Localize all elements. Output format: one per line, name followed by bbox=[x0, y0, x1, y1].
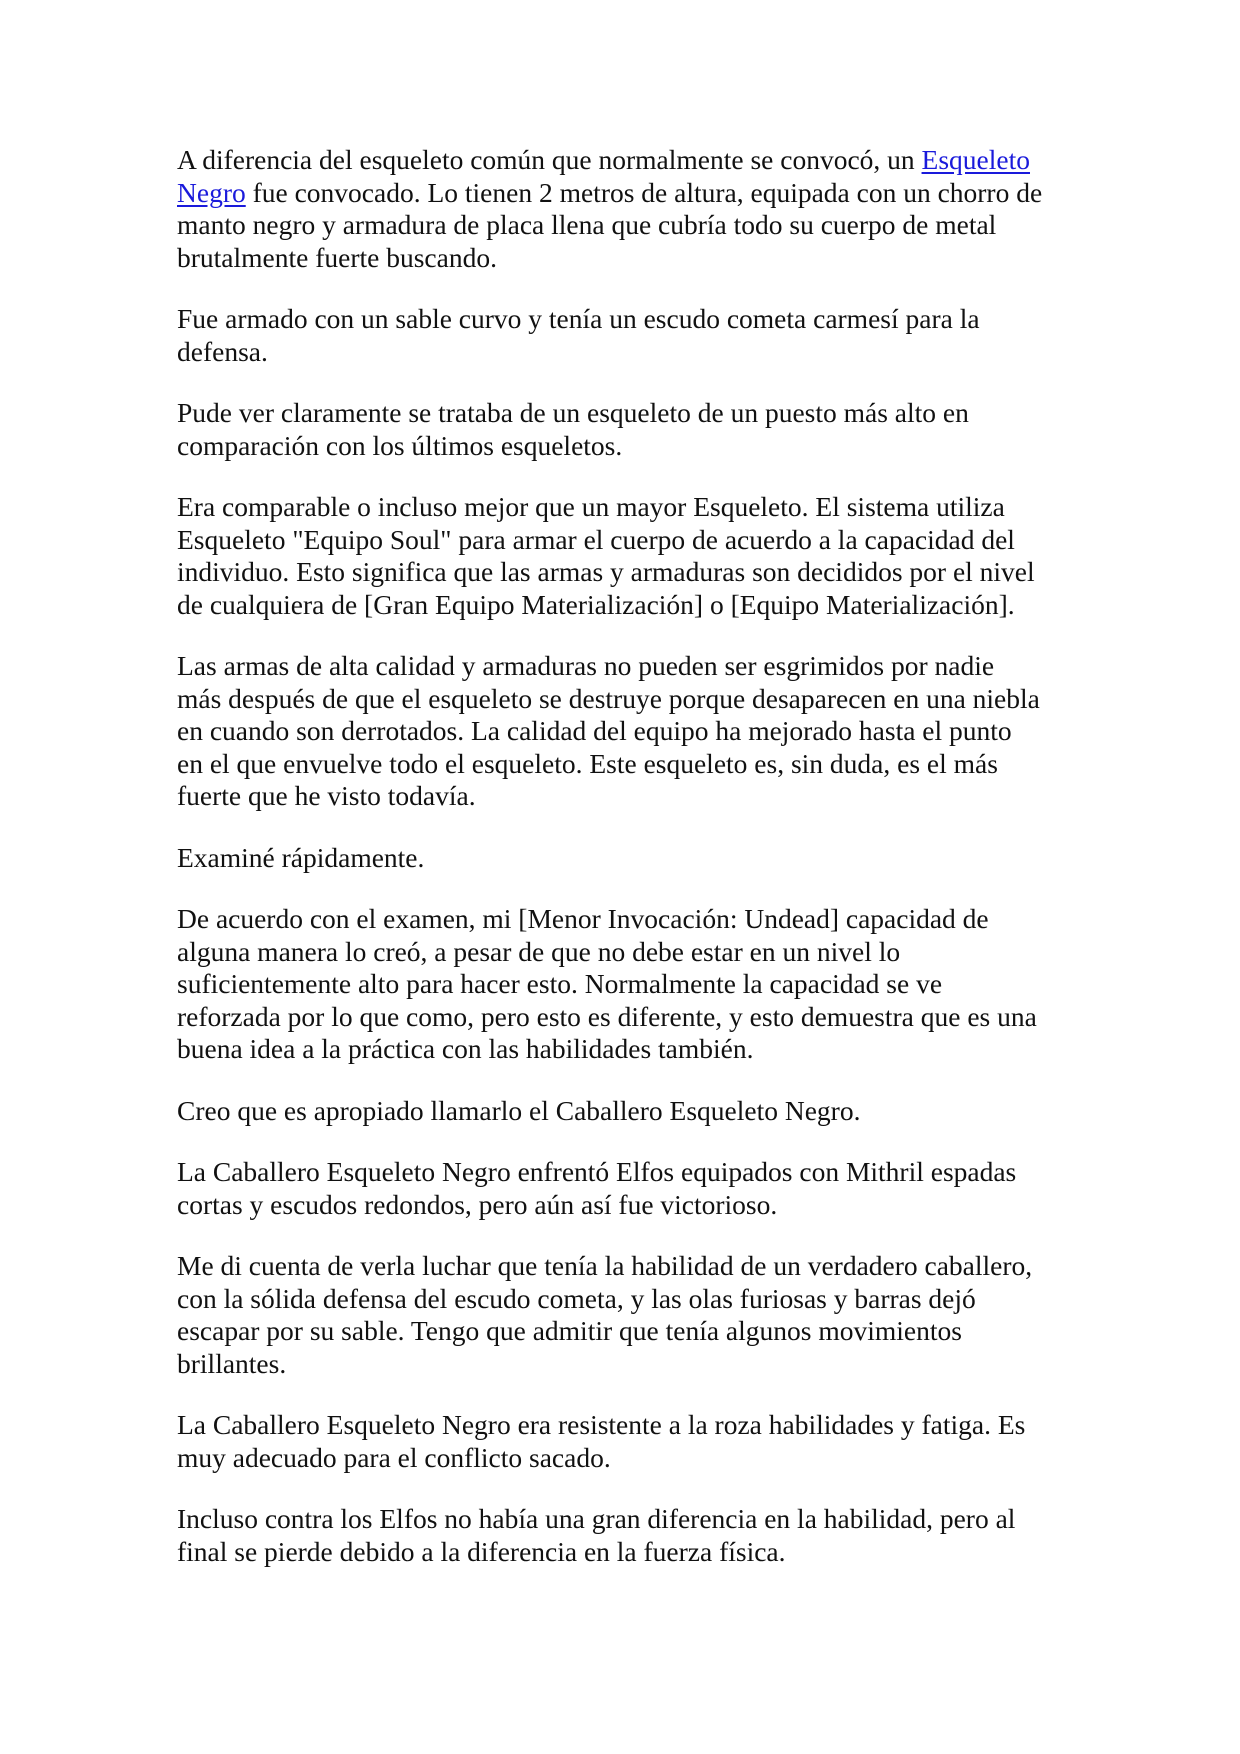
text-line: brillantes. bbox=[177, 1347, 287, 1379]
text-line: fuerte que he visto todavía. bbox=[177, 780, 476, 811]
paragraph bbox=[177, 1503, 1077, 1568]
text-line: alguna manera lo creó, a pesar de que no debe estar en un nivel lo bbox=[177, 935, 901, 967]
paragraph bbox=[177, 1156, 1077, 1221]
document-page bbox=[177, 144, 1077, 1597]
text-segment: fue convocado. Lo tienen 2 metros de altura, equipada con un chorro de bbox=[245, 176, 1043, 208]
text-line: comparación con los últimos esqueletos. bbox=[177, 429, 623, 461]
text-line: buena idea a la práctica con las habilidades también. bbox=[177, 1033, 754, 1064]
text-line: Creo que es apropiado llamarlo el Caballero Esqueleto Negro. bbox=[177, 1094, 861, 1126]
text-line: Las armas de alta calidad y armaduras no pueden ser esgrimidos por nadie bbox=[177, 650, 995, 681]
esqueleto-negro-link[interactable]: Negro bbox=[177, 176, 246, 208]
text-line: suficientemente alto para hacer esto. Normalmente la capacidad se ve bbox=[177, 968, 943, 999]
text-line: Era comparable o incluso mejor que un mayor Esqueleto. El sistema utiliza bbox=[177, 491, 1005, 522]
text-line: en cuando son derrotados. La calidad del equipo ha mejorado hasta el punto bbox=[177, 715, 1012, 746]
text-line: más después de que el esqueleto se destruye porque desaparecen en una niebla bbox=[177, 682, 1040, 714]
text-line: De acuerdo con el examen, mi [Menor Invocación: Undead] capacidad de bbox=[177, 903, 989, 934]
paragraph bbox=[177, 491, 1077, 621]
paragraph bbox=[177, 1409, 1077, 1474]
text-line: en el que envuelve todo el esqueleto. Este esqueleto es, sin duda, es el más bbox=[177, 747, 998, 779]
text-line: Me di cuenta de verla luchar que tenía la habilidad de un verdadero caballero, bbox=[177, 1250, 1033, 1281]
paragraph bbox=[177, 903, 1077, 1066]
esqueleto-negro-link[interactable]: Esqueleto bbox=[921, 144, 1030, 175]
text-line: Esqueleto "Equipo Soul" para armar el cuerpo de acuerdo a la capacidad del bbox=[177, 523, 1015, 555]
text-line bbox=[177, 177, 1077, 210]
text-line: La Caballero Esqueleto Negro enfrentó Elfos equipados con Mithril espadas bbox=[177, 1156, 1017, 1187]
text-line bbox=[177, 144, 1077, 177]
text-line: de cualquiera de [Gran Equipo Materialización] o [Equipo Materialización]. bbox=[177, 588, 1015, 620]
text-line: defensa. bbox=[177, 335, 268, 367]
text-line: individuo. Esto significa que las armas y armaduras son decididos por el nivel bbox=[177, 556, 1035, 587]
paragraph bbox=[177, 397, 1077, 462]
text-line: brutalmente fuerte buscando. bbox=[177, 241, 497, 273]
text-line: final se pierde debido a la diferencia en la fuerza física. bbox=[177, 1535, 786, 1567]
text-line: Fue armado con un sable curvo y tenía un escudo cometa carmesí para la bbox=[177, 303, 980, 334]
text-line: reforzada por lo que como, pero esto es diferente, y esto demuestra que es una bbox=[177, 1000, 1037, 1032]
paragraph bbox=[177, 650, 1077, 813]
text-line: con la sólida defensa del escudo cometa, y las olas furiosas y barras dejó bbox=[177, 1282, 976, 1314]
paragraph bbox=[177, 303, 1077, 368]
text-line: La Caballero Esqueleto Negro era resistente a la roza habilidades y fatiga. Es bbox=[177, 1409, 1026, 1440]
text-line: Incluso contra los Elfos no había una gran diferencia en la habilidad, pero al bbox=[177, 1503, 1016, 1534]
paragraph bbox=[177, 1250, 1077, 1380]
text-line: muy adecuado para el conflicto sacado. bbox=[177, 1441, 611, 1473]
text-segment: A diferencia del esqueleto común que normalmente se convocó, un bbox=[177, 144, 922, 175]
text-line: escapar por su sable. Tengo que admitir que tenía algunos movimientos bbox=[177, 1315, 962, 1346]
paragraph bbox=[177, 842, 1077, 875]
paragraph bbox=[177, 1095, 1077, 1128]
paragraph bbox=[177, 144, 1077, 274]
text-line: manto negro y armadura de placa llena que cubría todo su cuerpo de metal bbox=[177, 209, 997, 240]
text-line: Pude ver claramente se trataba de un esqueleto de un puesto más alto en bbox=[177, 397, 969, 428]
text-line: cortas y escudos redondos, pero aún así fue victorioso. bbox=[177, 1188, 778, 1220]
text-line: Examiné rápidamente. bbox=[177, 841, 425, 873]
